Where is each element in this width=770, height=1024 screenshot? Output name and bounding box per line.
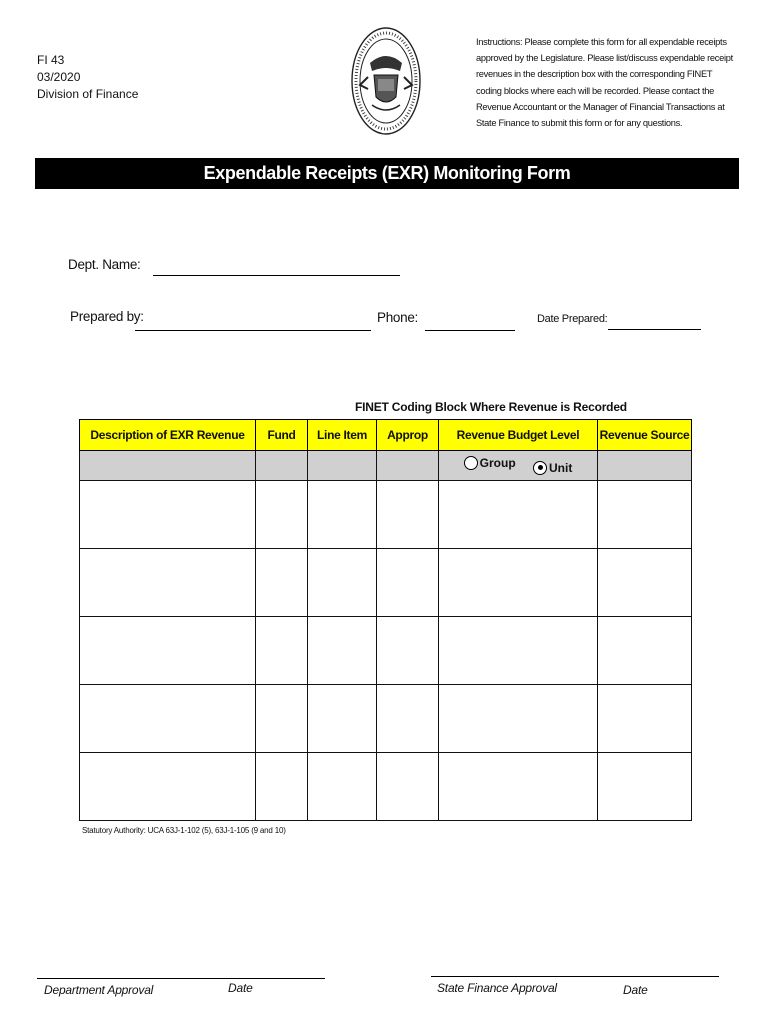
cell-approp[interactable]: [377, 753, 439, 821]
cell-fund[interactable]: [256, 617, 308, 685]
cell-budget-level[interactable]: [439, 617, 598, 685]
radio-group[interactable]: [464, 456, 516, 470]
cell-budget-level[interactable]: [439, 685, 598, 753]
cell-description[interactable]: [80, 685, 256, 753]
date-prepared-field[interactable]: [608, 329, 701, 330]
radio-group-label: Group: [479, 456, 516, 471]
radio-selected-dot: [538, 465, 543, 470]
cell-budget-level[interactable]: [439, 753, 598, 821]
col-line-item: Line Item: [308, 420, 377, 451]
cell-revenue-source[interactable]: [598, 481, 692, 549]
form-date: 03/2020: [37, 70, 81, 84]
budget-level-radio-cell: [439, 451, 598, 481]
radio-unit-circle[interactable]: [533, 461, 547, 475]
dept-name-label: Dept. Name:: [68, 257, 141, 272]
cell-description[interactable]: [80, 549, 256, 617]
state-seal-logo: [350, 25, 422, 137]
cell-budget-level[interactable]: [439, 481, 598, 549]
cell-fund[interactable]: [256, 481, 308, 549]
cell-description[interactable]: [80, 481, 256, 549]
radio-unit[interactable]: [533, 461, 572, 475]
cell-revenue-source[interactable]: [598, 685, 692, 753]
col-approp: Approp: [377, 420, 439, 451]
prepared-by-field[interactable]: [135, 330, 371, 331]
cell-line-item[interactable]: [308, 481, 377, 549]
col-fund: Fund: [256, 420, 308, 451]
col-revenue-budget-level: Revenue Budget Level: [439, 420, 598, 451]
cell-approp[interactable]: [377, 685, 439, 753]
table-row: [80, 481, 692, 549]
form-title: Expendable Receipts (EXR) Monitoring Form: [203, 163, 571, 183]
cell-fund[interactable]: [256, 753, 308, 821]
cell-approp[interactable]: [377, 549, 439, 617]
cell-line-item[interactable]: [308, 617, 377, 685]
division-name: Division of Finance: [37, 87, 139, 101]
statutory-authority: Statutory Authority: UCA 63J-1-102 (5), 63J-1-105 (9 and 10): [82, 826, 286, 835]
department-date-label: Date: [228, 981, 253, 995]
cell-line-item[interactable]: [308, 685, 377, 753]
cell-approp[interactable]: [377, 481, 439, 549]
state-finance-approval-label: State Finance Approval: [437, 981, 557, 995]
finet-caption: FINET Coding Block Where Revenue is Recorded: [355, 400, 627, 414]
table-row: [80, 549, 692, 617]
form-number: FI 43: [37, 53, 65, 67]
cell-budget-level[interactable]: [439, 549, 598, 617]
budget-level-options-row: [80, 451, 692, 481]
table-header-row: [80, 420, 692, 451]
department-approval-signature-line[interactable]: [37, 978, 325, 979]
date-prepared-label: Date Prepared:: [537, 313, 608, 325]
phone-field[interactable]: [425, 330, 515, 331]
col-description: Description of EXR Revenue: [80, 420, 256, 451]
cell-revenue-source[interactable]: [598, 617, 692, 685]
cell-revenue-source[interactable]: [598, 549, 692, 617]
department-approval-label: Department Approval: [44, 983, 154, 997]
prepared-by-label: Prepared by:: [70, 309, 144, 324]
table-row: [80, 685, 692, 753]
table-row: [80, 753, 692, 821]
cell-revenue-source[interactable]: [598, 753, 692, 821]
exr-revenue-table: [79, 419, 692, 821]
state-finance-signature-line[interactable]: [431, 976, 719, 977]
state-finance-date-label: Date: [623, 983, 648, 997]
cell-line-item[interactable]: [308, 549, 377, 617]
col-revenue-source: Revenue Source: [598, 420, 692, 451]
cell-description[interactable]: [80, 617, 256, 685]
phone-label: Phone:: [377, 310, 418, 325]
cell-line-item[interactable]: [308, 753, 377, 821]
radio-group-circle[interactable]: [464, 456, 478, 470]
form-header-info: [37, 52, 138, 103]
cell-approp[interactable]: [377, 617, 439, 685]
table-row: [80, 617, 692, 685]
cell-fund[interactable]: [256, 685, 308, 753]
radio-unit-label: Unit: [549, 460, 573, 475]
dept-name-field[interactable]: [153, 275, 400, 276]
form-title-bar: [35, 158, 739, 189]
cell-fund[interactable]: [256, 549, 308, 617]
instructions-text: Instructions: Please complete this form for all expendable receipts approved by the Legislature. Please list/discuss expendable receipt revenues in the description box with the corresponding FINET coding blocks where each will be recorded. Please contact the Revenue Accountant or the Manager of Financial Transactions at State Finance to submit this form or for any questions.: [476, 37, 733, 129]
cell-description[interactable]: [80, 753, 256, 821]
